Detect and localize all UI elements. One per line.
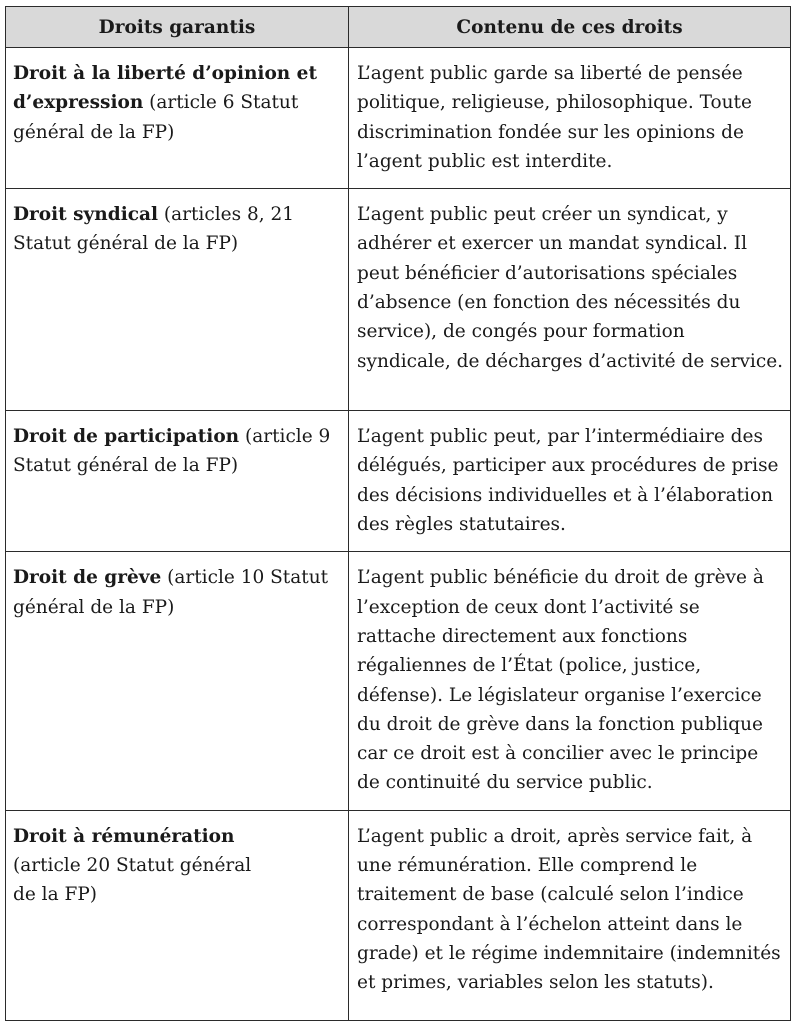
right-content: L’agent public garde sa liberté de pensée politique, religieuse, philosophique. Toute discrimination fondée sur les opinions de l’agent public est interdite. bbox=[349, 48, 791, 189]
right-reference: (article 6 Statut général de la FP) bbox=[13, 92, 299, 143]
table-header bbox=[6, 7, 791, 48]
table-row bbox=[6, 411, 791, 552]
right-name: Droit de participation bbox=[13, 426, 240, 448]
right-reference: (articles 8, 21 Statut général de la FP) bbox=[13, 204, 295, 255]
table-row bbox=[6, 552, 791, 810]
right-name: Droit à la liberté d’opinion et d’expression bbox=[13, 63, 317, 114]
right-content: L’agent public a droit, après service fait, à une rémunération. Elle comprend le traitement de base (calculé selon l’indice correspondant à l’échelon atteint dans le grade) et le régime indemnitaire (indemnités et primes, variables selon les statuts). bbox=[349, 810, 791, 1020]
right-content: L’agent public peut, par l’intermédiaire des délégués, participer aux procédures de prise des décisions individuelles et à l’élaboration des règles statutaires. bbox=[349, 411, 791, 552]
right-name: Droit syndical bbox=[13, 204, 159, 226]
header-droits-garantis: Droits garantis bbox=[6, 7, 349, 48]
header-contenu: Contenu de ces droits bbox=[349, 7, 791, 48]
table-body bbox=[6, 48, 791, 1021]
right-name: Droit de grève bbox=[13, 567, 162, 589]
right-reference: de la FP) bbox=[13, 884, 97, 906]
right-content: L’agent public bénéficie du droit de grève à l’exception de ceux dont l’activité se rattache directement aux fonctions régaliennes de l’État (police, justice, défense). Le législateur organise l’exercice du droit de grève dans la fonction publique car ce droit est à concilier avec le principe de continuité du service public. bbox=[349, 552, 791, 810]
table-row bbox=[6, 48, 791, 189]
right-cell bbox=[6, 411, 349, 552]
right-name: Droit à rémunération bbox=[13, 825, 235, 847]
right-cell bbox=[6, 48, 349, 189]
right-cell bbox=[6, 552, 349, 810]
right-reference: (article 9 Statut général de la FP) bbox=[13, 426, 331, 477]
right-cell bbox=[6, 189, 349, 411]
table-row bbox=[6, 810, 791, 1020]
header-row bbox=[6, 7, 791, 48]
right-reference: (article 20 Statut général bbox=[13, 855, 252, 877]
right-content: L’agent public peut créer un syndicat, y adhérer et exercer un mandat syndical. Il peut bénéficier d’autorisations spéciales d’absence (en fonction des nécessités du service), de congés pour formation syndicale, de décharges d’activité de service. bbox=[349, 189, 791, 411]
right-cell bbox=[6, 810, 349, 1020]
right-reference: (article 10 Statut général de la FP) bbox=[13, 567, 329, 618]
table-row bbox=[6, 189, 791, 411]
rights-table bbox=[5, 6, 791, 1021]
